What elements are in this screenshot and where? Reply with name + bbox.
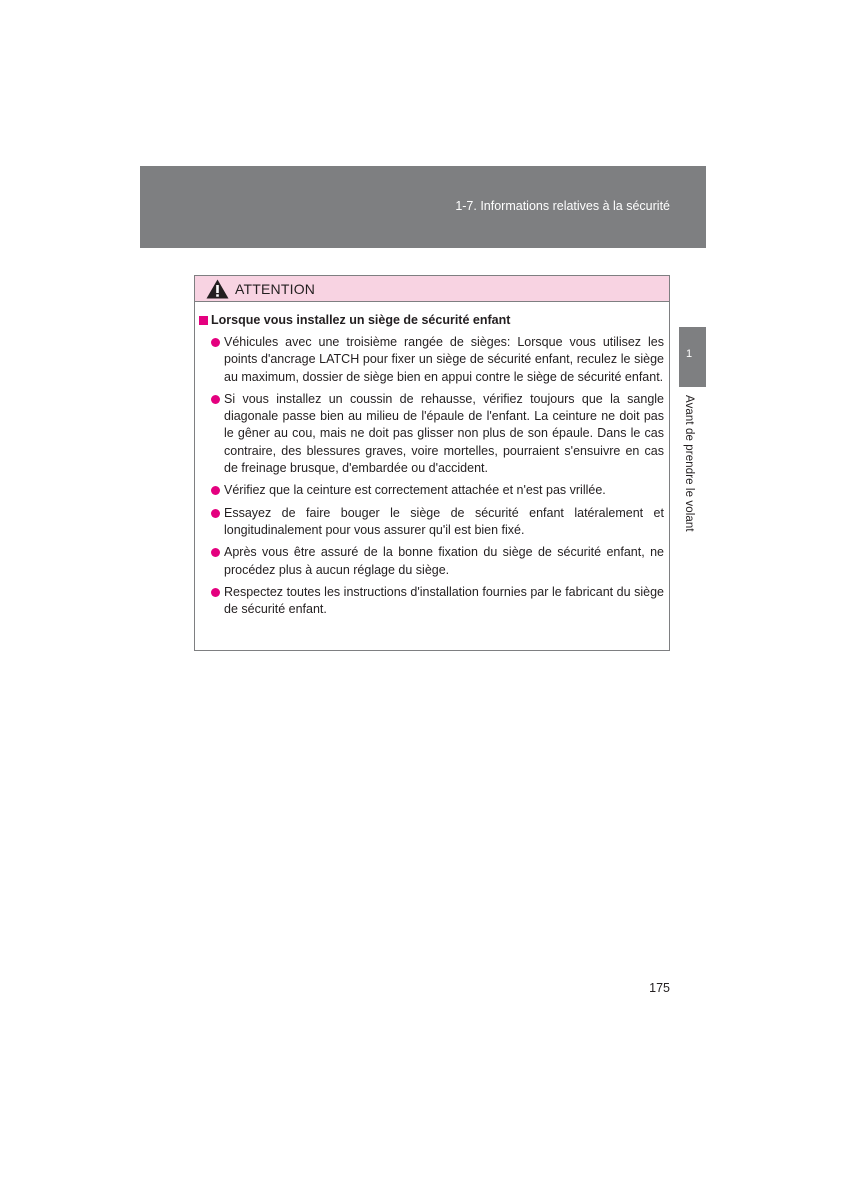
warning-box	[194, 275, 670, 651]
list-item	[199, 334, 664, 386]
list-item	[199, 482, 664, 499]
round-bullet-icon	[211, 548, 220, 557]
round-bullet-icon	[211, 338, 220, 347]
chapter-number: 1	[685, 348, 693, 360]
section-title: 1-7. Informations relatives à la sécurité	[455, 199, 670, 213]
header-band	[140, 166, 706, 248]
chapter-tab	[679, 327, 706, 387]
list-item-text: Après vous être assuré de la bonne fixation du siège de sécurité enfant, ne procédez plus à aucun réglage du siège.	[224, 545, 664, 577]
chapter-label: Avant de prendre le volant	[683, 395, 695, 532]
round-bullet-icon	[211, 588, 220, 597]
list-item	[199, 505, 664, 540]
list-item	[199, 391, 664, 477]
warning-header	[195, 276, 669, 302]
square-bullet-icon	[199, 316, 208, 325]
round-bullet-icon	[211, 486, 220, 495]
list-item	[199, 544, 664, 579]
warning-triangle-icon	[206, 279, 229, 299]
page-number: 175	[649, 981, 670, 995]
list-item-text: Vérifiez que la ceinture est correctement attachée et n'est pas vrillée.	[224, 483, 606, 498]
round-bullet-icon	[211, 395, 220, 404]
round-bullet-icon	[211, 509, 220, 518]
warning-heading	[199, 312, 664, 328]
list-item-text: Respectez toutes les instructions d'installation fournies par le fabricant du siège de sécurité enfant.	[224, 584, 664, 617]
bullet-list	[199, 334, 664, 618]
list-item-text: Essayez de faire bouger le siège de sécurité enfant latéralement et longitudinalement pour vous assurer qu'il est bien fixé.	[224, 505, 664, 537]
list-item	[199, 584, 664, 619]
warning-heading-text: Lorsque vous installez un siège de sécurité enfant	[211, 313, 511, 327]
list-item-text: Véhicules avec une troisième rangée de sièges: Lorsque vous utilisez les points d'ancrage LATCH pour fixer un siège de sécurité enfant, reculez le siège au maximum, dossier de siège bien en appui contre le siège de sécurité enfant.	[224, 335, 664, 384]
warning-title: ATTENTION	[235, 280, 316, 297]
warning-body	[195, 302, 669, 618]
list-item-text: Si vous installez un coussin de rehausse, vérifiez toujours que la sangle diagonale passe bien au milieu de l'épaule de l'enfant. La ceinture ne doit pas le gêner au cou, mais ne doit pas glisser non plus de son épaule. Dans le cas contraire, des blessures graves, voire mortelles, pourraient s'ensuivre en cas de freinage brusque, d'embardée ou d'accident.	[224, 391, 664, 476]
